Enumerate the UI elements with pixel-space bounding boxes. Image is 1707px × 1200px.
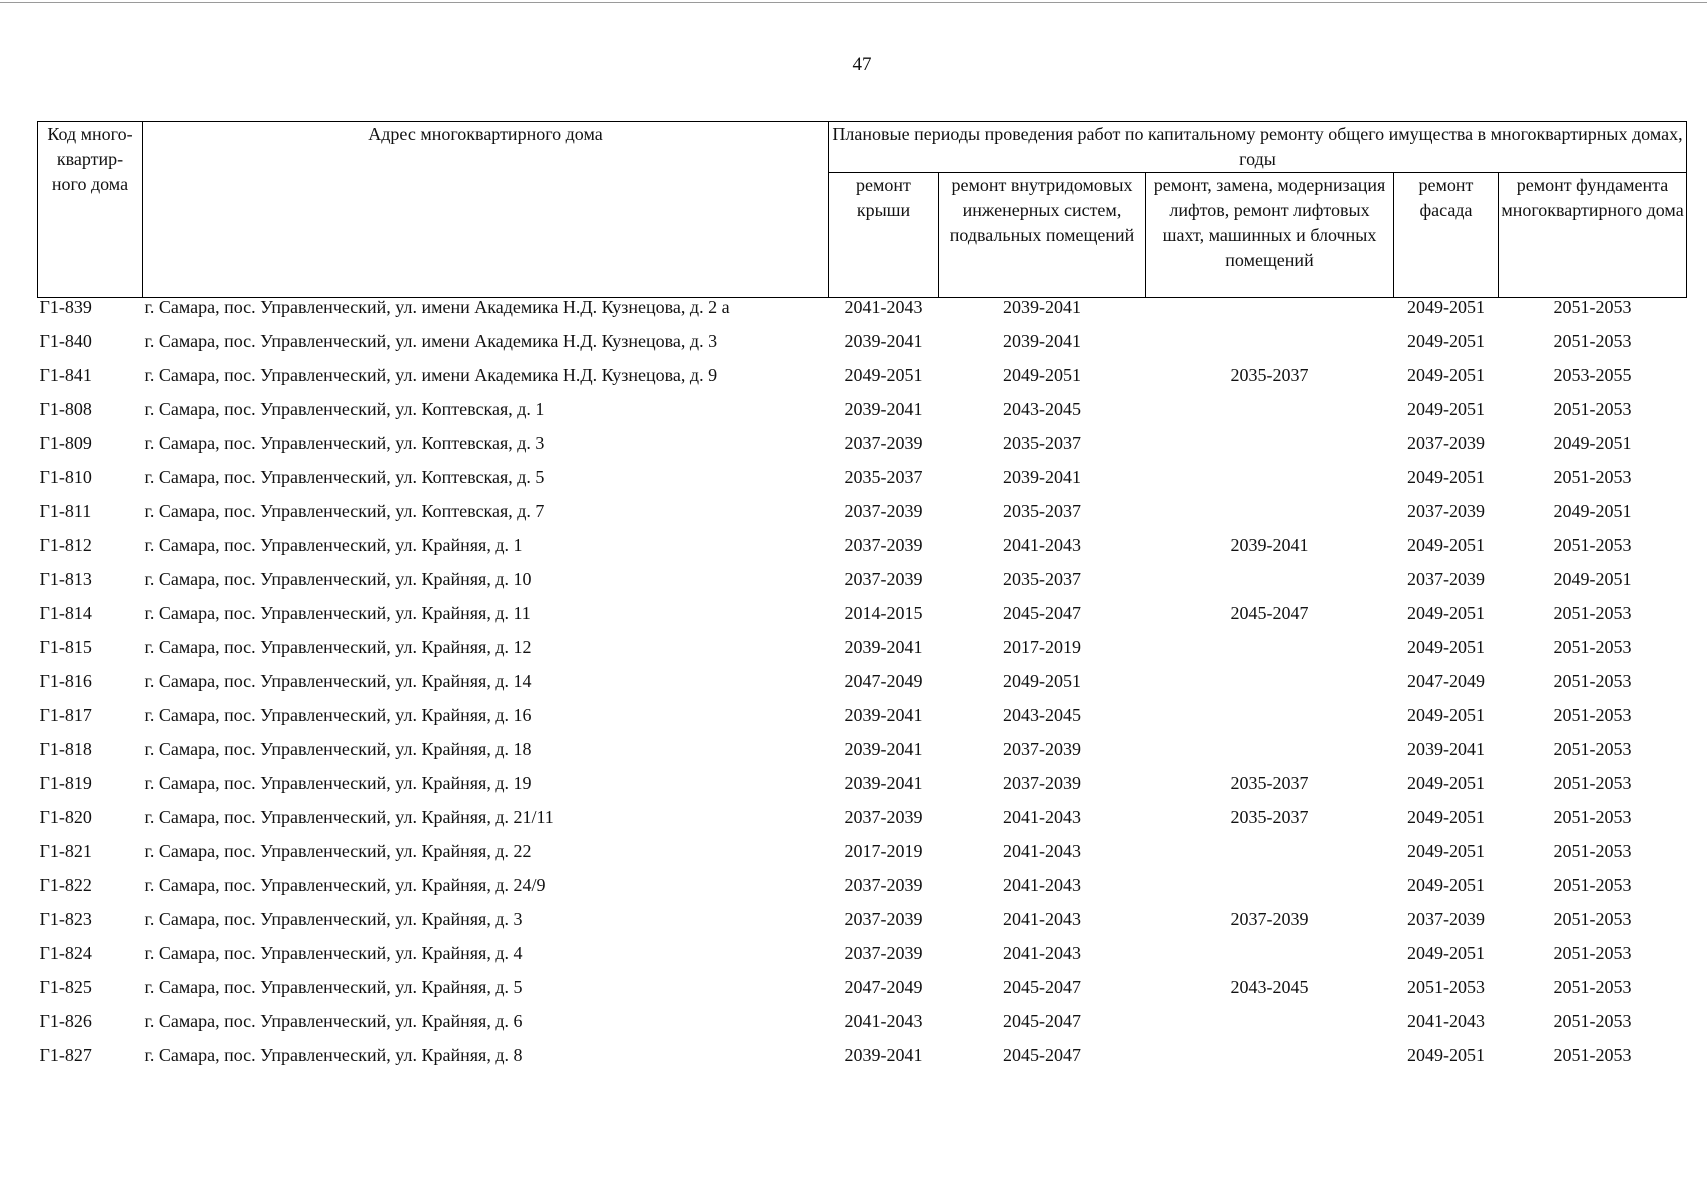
table-row — [38, 910, 1687, 944]
cell-foundation: 2049-2051 — [1553, 570, 1632, 589]
cell-roof: 2035-2037 — [844, 468, 923, 487]
cell-code: Г1-825 — [39, 978, 92, 997]
cell-engineering: 2041-2043 — [1003, 842, 1081, 861]
cell-code: Г1-808 — [39, 400, 92, 419]
cell-roof: 2037-2039 — [844, 434, 923, 453]
cell-facade: 2051-2053 — [1407, 978, 1485, 997]
cell-engineering: 2017-2019 — [1003, 638, 1081, 657]
cell-foundation: 2051-2053 — [1553, 468, 1632, 487]
table-row — [38, 774, 1687, 808]
cell-roof: 2037-2039 — [844, 876, 923, 895]
cell-roof: 2037-2039 — [844, 910, 923, 929]
cell-address: г. Самара, пос. Управленческий, ул. Крайняя, д. 5 — [144, 978, 523, 997]
table-row — [38, 978, 1687, 1012]
cell-engineering: 2035-2037 — [1003, 434, 1081, 453]
page-number: 47 — [852, 54, 872, 75]
header-code: Код много-квартир-ного дома — [38, 122, 143, 298]
cell-foundation: 2051-2053 — [1553, 1046, 1632, 1065]
header-planned-periods: Плановые периоды проведения работ по капитальному ремонту общего имущества в многоквартирных домах, годы — [829, 122, 1687, 173]
cell-code: Г1-839 — [39, 297, 92, 317]
cell-code: Г1-824 — [39, 944, 92, 963]
cell-engineering: 2037-2039 — [1003, 774, 1081, 793]
cell-facade: 2049-2051 — [1407, 468, 1485, 487]
cell-code: Г1-841 — [39, 366, 92, 385]
table-row — [38, 740, 1687, 774]
cell-code: Г1-810 — [39, 468, 92, 487]
cell-lift: 2045-2047 — [1230, 604, 1309, 623]
cell-lift: 2035-2037 — [1230, 808, 1309, 827]
cell-lift: 2043-2045 — [1230, 978, 1309, 997]
cell-engineering: 2039-2041 — [1003, 297, 1081, 317]
cell-code: Г1-820 — [39, 808, 92, 827]
cell-lift — [1146, 332, 1394, 366]
cell-engineering: 2039-2041 — [1003, 332, 1081, 351]
cell-address: г. Самара, пос. Управленческий, ул. Крайняя, д. 19 — [144, 774, 532, 793]
cell-engineering: 2045-2047 — [1003, 1046, 1081, 1065]
cell-foundation: 2051-2053 — [1553, 604, 1632, 623]
cell-engineering: 2035-2037 — [1003, 570, 1081, 589]
cell-lift — [1146, 740, 1394, 774]
cell-facade: 2037-2039 — [1407, 502, 1485, 521]
cell-roof: 2039-2041 — [844, 1046, 923, 1065]
cell-code: Г1-814 — [39, 604, 92, 623]
cell-address: г. Самара, пос. Управленческий, ул. Крайняя, д. 12 — [144, 638, 532, 657]
cell-foundation: 2051-2053 — [1553, 332, 1632, 351]
cell-code: Г1-817 — [39, 706, 92, 725]
table-row — [38, 502, 1687, 536]
cell-foundation: 2051-2053 — [1553, 672, 1632, 691]
cell-lift — [1146, 298, 1394, 333]
cell-address: г. Самара, пос. Управленческий, ул. Крайняя, д. 14 — [144, 672, 532, 691]
header-facade: ремонт фасада — [1394, 173, 1499, 298]
cell-roof: 2037-2039 — [844, 502, 923, 521]
cell-facade: 2049-2051 — [1407, 808, 1485, 827]
cell-lift — [1146, 842, 1394, 876]
cell-foundation: 2049-2051 — [1553, 434, 1632, 453]
cell-facade: 2049-2051 — [1407, 366, 1485, 385]
cell-lift — [1146, 468, 1394, 502]
cell-foundation: 2051-2053 — [1553, 808, 1632, 827]
cell-address: г. Самара, пос. Управленческий, ул. Коптевская, д. 3 — [144, 434, 545, 453]
table-row — [38, 944, 1687, 978]
cell-lift — [1146, 434, 1394, 468]
cell-address: г. Самара, пос. Управленческий, ул. Коптевская, д. 5 — [144, 468, 545, 487]
table-row — [38, 672, 1687, 706]
cell-roof: 2039-2041 — [844, 638, 923, 657]
table-row — [38, 808, 1687, 842]
cell-address: г. Самара, пос. Управленческий, ул. Крайняя, д. 21/11 — [144, 808, 554, 827]
header-foundation: ремонт фундамента многоквартирного дома — [1499, 173, 1687, 298]
cell-engineering: 2035-2037 — [1003, 502, 1081, 521]
cell-address: г. Самара, пос. Управленческий, ул. Крайняя, д. 8 — [144, 1046, 523, 1065]
cell-address: г. Самара, пос. Управленческий, ул. Крайняя, д. 6 — [144, 1012, 523, 1031]
cell-lift — [1146, 638, 1394, 672]
cell-code: Г1-818 — [39, 740, 92, 759]
cell-roof: 2017-2019 — [844, 842, 923, 861]
cell-code: Г1-823 — [39, 910, 92, 929]
cell-roof: 2037-2039 — [844, 944, 923, 963]
cell-foundation: 2051-2053 — [1553, 706, 1632, 725]
cell-address: г. Самара, пос. Управленческий, ул. имени Академика Н.Д. Кузнецова, д. 9 — [144, 366, 718, 385]
capital-repair-table — [37, 121, 1687, 1080]
table-row — [38, 332, 1687, 366]
cell-foundation: 2051-2053 — [1553, 536, 1632, 555]
cell-lift: 2039-2041 — [1230, 536, 1309, 555]
cell-lift — [1146, 1012, 1394, 1046]
cell-foundation: 2051-2053 — [1553, 297, 1632, 317]
cell-roof: 2041-2043 — [844, 1012, 923, 1031]
cell-code: Г1-815 — [39, 638, 92, 657]
cell-roof: 2041-2043 — [844, 297, 923, 317]
cell-facade: 2037-2039 — [1407, 910, 1485, 929]
cell-roof: 2039-2041 — [844, 332, 923, 351]
cell-lift — [1146, 706, 1394, 740]
cell-address: г. Самара, пос. Управленческий, ул. Крайняя, д. 10 — [144, 570, 532, 589]
table-row — [38, 876, 1687, 910]
cell-roof: 2037-2039 — [844, 808, 923, 827]
cell-facade: 2049-2051 — [1407, 297, 1485, 317]
cell-address: г. Самара, пос. Управленческий, ул. имени Академика Н.Д. Кузнецова, д. 3 — [144, 332, 718, 351]
cell-code: Г1-811 — [39, 502, 92, 521]
cell-engineering: 2041-2043 — [1003, 808, 1081, 827]
cell-foundation: 2049-2051 — [1553, 502, 1632, 521]
cell-lift: 2035-2037 — [1230, 366, 1309, 385]
cell-lift — [1146, 672, 1394, 706]
cell-lift — [1146, 944, 1394, 978]
cell-roof: 2049-2051 — [844, 366, 923, 385]
header-lift: ремонт, замена, модернизация лифтов, ремонт лифтовых шахт, машинных и блочных помещений — [1146, 173, 1394, 298]
table-row — [38, 1046, 1687, 1080]
cell-address: г. Самара, пос. Управленческий, ул. Крайняя, д. 22 — [144, 842, 532, 861]
cell-engineering: 2049-2051 — [1003, 672, 1081, 691]
cell-code: Г1-816 — [39, 672, 92, 691]
cell-roof: 2037-2039 — [844, 570, 923, 589]
top-rule — [0, 2, 1707, 3]
cell-engineering: 2045-2047 — [1003, 604, 1081, 623]
cell-facade: 2049-2051 — [1407, 604, 1485, 623]
cell-engineering: 2041-2043 — [1003, 910, 1081, 929]
cell-facade: 2049-2051 — [1407, 706, 1485, 725]
cell-address: г. Самара, пос. Управленческий, ул. Крайняя, д. 1 — [144, 536, 523, 555]
cell-code: Г1-827 — [39, 1046, 92, 1065]
header-address: Адрес многоквартирного дома — [143, 122, 829, 298]
cell-engineering: 2039-2041 — [1003, 468, 1081, 487]
cell-code: Г1-812 — [39, 536, 92, 555]
cell-facade: 2049-2051 — [1407, 332, 1485, 351]
cell-facade: 2049-2051 — [1407, 944, 1485, 963]
cell-address: г. Самара, пос. Управленческий, ул. Крайняя, д. 18 — [144, 740, 532, 759]
cell-roof: 2037-2039 — [844, 536, 923, 555]
cell-address: г. Самара, пос. Управленческий, ул. Крайняя, д. 11 — [144, 604, 531, 623]
cell-engineering: 2045-2047 — [1003, 1012, 1081, 1031]
cell-facade: 2041-2043 — [1407, 1012, 1485, 1031]
cell-facade: 2049-2051 — [1407, 536, 1485, 555]
table-row — [38, 468, 1687, 502]
cell-foundation: 2051-2053 — [1553, 740, 1632, 759]
cell-engineering: 2043-2045 — [1003, 400, 1081, 419]
cell-roof: 2047-2049 — [844, 978, 923, 997]
cell-foundation: 2051-2053 — [1553, 978, 1632, 997]
cell-foundation: 2051-2053 — [1553, 876, 1632, 895]
cell-foundation: 2053-2055 — [1553, 366, 1632, 385]
cell-facade: 2049-2051 — [1407, 1046, 1485, 1065]
table-row — [38, 400, 1687, 434]
cell-facade: 2049-2051 — [1407, 638, 1485, 657]
cell-address: г. Самара, пос. Управленческий, ул. Крайняя, д. 3 — [144, 910, 523, 929]
cell-foundation: 2051-2053 — [1553, 638, 1632, 657]
cell-roof: 2039-2041 — [844, 740, 923, 759]
cell-code: Г1-822 — [39, 876, 92, 895]
cell-address: г. Самара, пос. Управленческий, ул. Крайняя, д. 4 — [144, 944, 523, 963]
cell-engineering: 2043-2045 — [1003, 706, 1081, 725]
cell-roof: 2039-2041 — [844, 774, 923, 793]
cell-foundation: 2051-2053 — [1553, 944, 1632, 963]
cell-lift: 2037-2039 — [1230, 910, 1309, 929]
cell-engineering: 2041-2043 — [1003, 944, 1081, 963]
cell-foundation: 2051-2053 — [1553, 910, 1632, 929]
cell-facade: 2037-2039 — [1407, 570, 1485, 589]
cell-lift — [1146, 502, 1394, 536]
cell-foundation: 2051-2053 — [1553, 842, 1632, 861]
cell-address: г. Самара, пос. Управленческий, ул. Крайняя, д. 24/9 — [144, 876, 546, 895]
table-row — [38, 1012, 1687, 1046]
table-row — [38, 842, 1687, 876]
cell-engineering: 2037-2039 — [1003, 740, 1081, 759]
cell-facade: 2049-2051 — [1407, 876, 1485, 895]
cell-roof: 2039-2041 — [844, 400, 923, 419]
cell-code: Г1-821 — [39, 842, 92, 861]
cell-lift — [1146, 876, 1394, 910]
table-row — [38, 570, 1687, 604]
cell-lift — [1146, 400, 1394, 434]
cell-foundation: 2051-2053 — [1553, 400, 1632, 419]
cell-facade: 2049-2051 — [1407, 842, 1485, 861]
cell-code: Г1-819 — [39, 774, 92, 793]
cell-code: Г1-813 — [39, 570, 92, 589]
cell-address: г. Самара, пос. Управленческий, ул. Коптевская, д. 7 — [144, 502, 545, 521]
table-body — [38, 298, 1687, 1081]
cell-foundation: 2051-2053 — [1553, 1012, 1632, 1031]
cell-address: г. Самара, пос. Управленческий, ул. Крайняя, д. 16 — [144, 706, 532, 725]
cell-facade: 2049-2051 — [1407, 400, 1485, 419]
cell-lift — [1146, 570, 1394, 604]
table-row — [38, 298, 1687, 333]
header-roof: ремонт крыши — [829, 173, 939, 298]
cell-code: Г1-840 — [39, 332, 92, 351]
cell-facade: 2039-2041 — [1407, 740, 1485, 759]
cell-facade: 2037-2039 — [1407, 434, 1485, 453]
cell-facade: 2047-2049 — [1407, 672, 1485, 691]
header-engineering: ремонт внутридомовых инженерных систем, подвальных помещений — [939, 173, 1146, 298]
cell-address: г. Самара, пос. Управленческий, ул. Коптевская, д. 1 — [144, 400, 545, 419]
cell-address: г. Самара, пос. Управленческий, ул. имени Академика Н.Д. Кузнецова, д. 2 а — [144, 297, 730, 317]
cell-code: Г1-826 — [39, 1012, 92, 1031]
cell-roof: 2014-2015 — [844, 604, 923, 623]
table-row — [38, 366, 1687, 400]
cell-lift: 2035-2037 — [1230, 774, 1309, 793]
table-row — [38, 604, 1687, 638]
table-row — [38, 536, 1687, 570]
cell-engineering: 2045-2047 — [1003, 978, 1081, 997]
table-row — [38, 706, 1687, 740]
table-row — [38, 638, 1687, 672]
cell-facade: 2049-2051 — [1407, 774, 1485, 793]
cell-lift — [1146, 1046, 1394, 1080]
cell-roof: 2039-2041 — [844, 706, 923, 725]
cell-engineering: 2041-2043 — [1003, 536, 1081, 555]
cell-engineering: 2049-2051 — [1003, 366, 1081, 385]
cell-engineering: 2041-2043 — [1003, 876, 1081, 895]
table-row — [38, 434, 1687, 468]
cell-foundation: 2051-2053 — [1553, 774, 1632, 793]
cell-roof: 2047-2049 — [844, 672, 923, 691]
cell-code: Г1-809 — [39, 434, 92, 453]
